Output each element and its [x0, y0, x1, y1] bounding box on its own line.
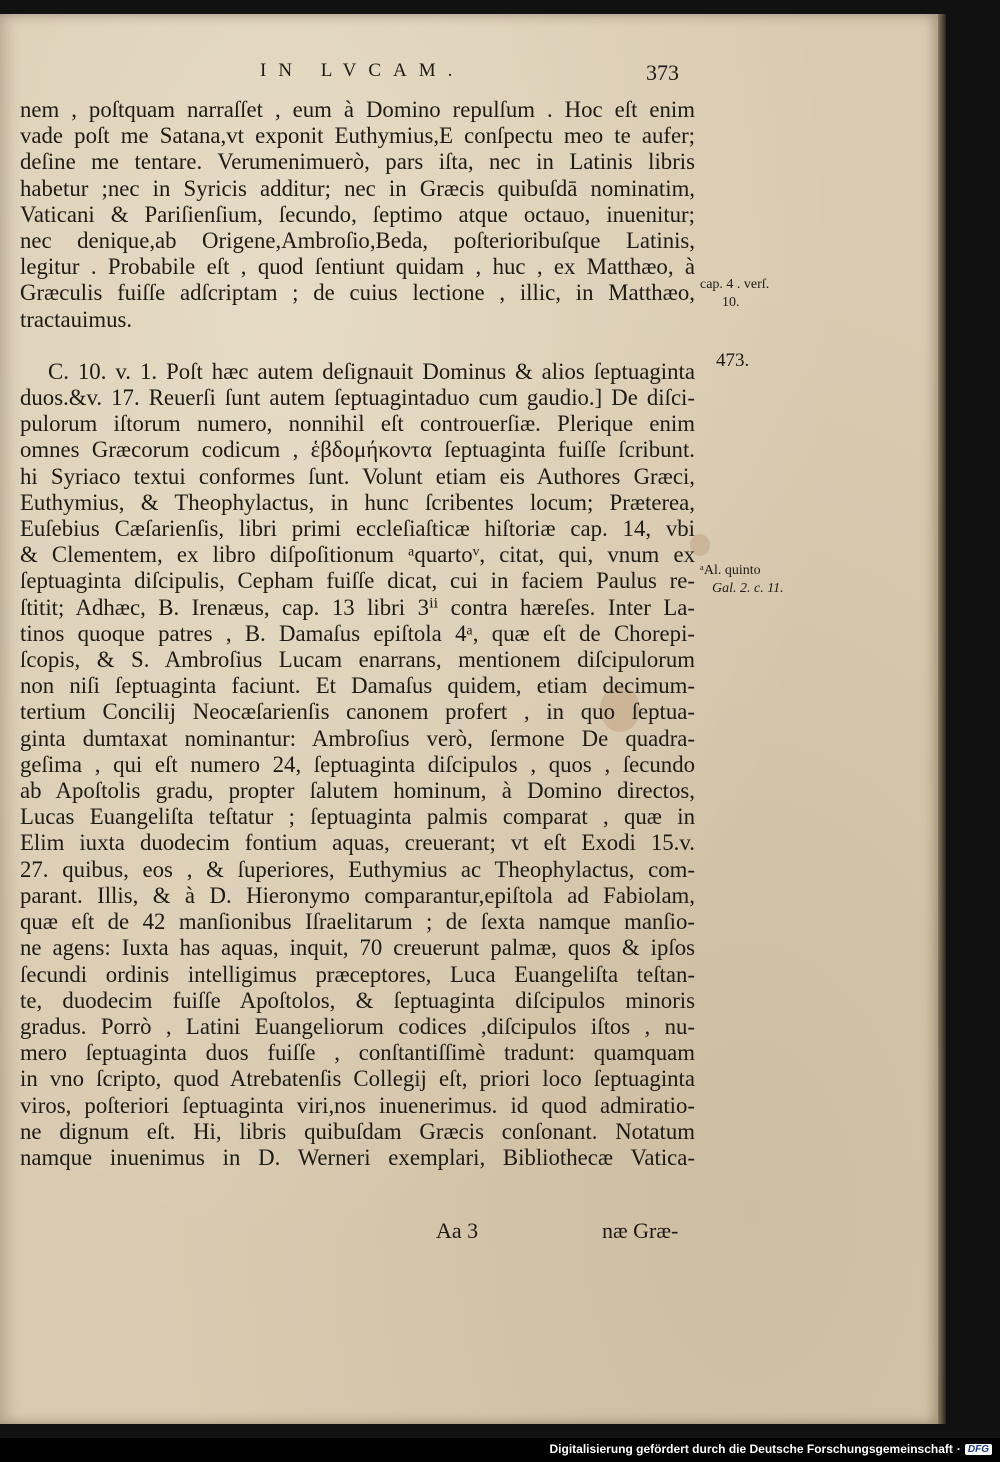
margin-note-variant — [700, 562, 784, 598]
margin-note-line: Gal. 2. c. 11. — [712, 581, 784, 596]
text-line: namque inuenimus in D. Werneri exemplari, Bibliothecæ Vatica- — [20, 1144, 695, 1170]
main-text — [20, 97, 695, 1171]
text-line: habetur ;nec in Syricis additur; nec in Græcis quibuſdā nominatim, — [20, 175, 695, 201]
margin-note-reference — [700, 276, 769, 312]
dfg-logo-icon: DFG — [965, 1444, 992, 1455]
text-line: quæ eſt de 42 manſionibus Iſraelitarum ; de ſexta namque manſio- — [20, 909, 695, 935]
text-line: omnes Græcorum codicum , ἑβδομήκοντα ſeptuaginta fuiſſe ſcribunt. — [20, 437, 695, 463]
text-line: Vaticani & Pariſienſium, ſecundo, ſeptimo atque octauo, inuenitur; — [20, 201, 695, 227]
text-line: ſcopis, & S. Ambroſius Lucam enarrans, mentionem diſcipulorum — [20, 647, 695, 673]
text-line: duos.&v. 17. Reuerſi ſunt autem ſeptuagintaduo cum gaudio.] De diſci- — [20, 385, 695, 411]
text-line: tinos quoque patres , B. Damaſus epiſtola 4ᵃ, quæ eſt de Chorepi- — [20, 620, 695, 646]
margin-note-line: ᵃAl. quinto — [700, 563, 761, 578]
page-number: 373 — [646, 60, 679, 85]
margin-note-line: 10. — [722, 295, 740, 310]
text-line: Elim iuxta duodecim fontium aquas, creuerant; vt eſt Exodi 15.v. — [20, 830, 695, 856]
text-line: nem , poſtquam narraſſet , eum à Domino repulſum . Hoc eſt enim — [20, 97, 695, 122]
text-line: Lucas Euangeliſta teſtatur ; ſeptuaginta palmis comparat , quæ in — [20, 804, 695, 830]
credit-text: Digitalisierung gefördert durch die Deutsche Forschungsgemeinschaft — [549, 1442, 953, 1456]
text-line: vade poſt me Satana,vt exponit Euthymius,E conſpectu meo te aufer; — [20, 123, 695, 149]
margin-note-line: cap. 4 . verſ. — [700, 277, 770, 292]
text-line: viros, poſteriori ſeptuaginta viri,nos inuenerimus. id quod admiratio- — [20, 1092, 695, 1118]
margin-note-number: 473. — [716, 350, 750, 371]
footer-bar — [0, 1438, 1000, 1462]
text-line: ab Apoſtolis gradu, propter ſalutem hominum, à Domino directos, — [20, 778, 695, 804]
text-line: deſine me tentare. Verumenimuerò, pars iſta, nec in Latinis libris — [20, 149, 695, 175]
footer-credit: Digitalisierung gefördert durch die Deutsche Forschungsgemeinschaft · DFG — [549, 1442, 992, 1456]
text-line: ſeptuaginta diſcipulis, Cepham fuiſſe dicat, cui in faciem Paulus re- — [20, 568, 695, 594]
text-line: ſecundi ordinis intelligimus præceptores, Luca Euangeliſta teſtan- — [20, 961, 695, 987]
text-line: parant. Illis, & à D. Hieronymo comparantur,epiſtola ad Fabiolam, — [20, 882, 695, 908]
running-head: IN LVCAM. — [260, 60, 465, 81]
text-line: gradus. Porrò , Latini Euangeliorum codices ,diſcipulos iſtos , nu- — [20, 1013, 695, 1039]
text-line: te, duodecim fuiſſe Apoſtolos, & ſeptuaginta diſcipulos minoris — [20, 987, 695, 1013]
text-line: mero ſeptuaginta duos fuiſſe , conſtantiſſimè tradunt: quamquam — [20, 1040, 695, 1066]
text-line: legitur . Probabile eſt , quod ſentiunt quidam , huc , ex Matthæo, à — [20, 254, 695, 280]
text-line: geſima , qui eſt numero 24, ſeptuaginta diſcipulos , quos , ſecundo — [20, 751, 695, 777]
text-line: Græculis fuiſſe adſcriptam ; de cuius lectione , illic, in Matthæo, — [20, 280, 695, 306]
page-edge — [938, 14, 946, 1424]
catchword: næ Græ- — [602, 1218, 679, 1243]
text-line: pulorum iſtorum numero, nonnihil eſt controuerſiæ. Plerique enim — [20, 411, 695, 437]
text-line: Euthymius, & Theophylactus, in hunc ſcribentes locum; Præterea, — [20, 489, 695, 515]
signature-mark: Aa 3 — [436, 1218, 479, 1243]
text-line: tertium Concilij Neocæſarienſis canonem profert , in quo ſeptua- — [20, 699, 695, 725]
text-line: ginta dumtaxat nominantur: Ambroſius verò, ſermone De quadra- — [20, 725, 695, 751]
text-line: ſtitit; Adhæc, B. Irenæus, cap. 13 libri 3ⁱⁱ contra hæreſes. Inter La- — [20, 594, 695, 620]
text-line: tractauimus. — [20, 306, 133, 332]
text-line: C. 10. v. 1. Poſt hæc autem deſignauit Dominus & alios ſeptuaginta — [48, 358, 695, 384]
text-line: Euſebius Cæſarienſis, libri primi eccleſiaſticæ hiſtoriæ cap. 14, vbi — [20, 516, 695, 542]
text-line: 27. quibus, eos , & ſuperiores, Euthymius ac Theophylactus, com- — [20, 856, 695, 882]
text-line: ne dignum eſt. Hi, libris quibuſdam Græcis conſonant. Notatum — [20, 1118, 695, 1144]
text-line: nec denique,ab Origene,Ambroſio,Beda, poſterioribuſque Latinis, — [20, 228, 695, 254]
text-line: hi Syriaco textui conformes ſunt. Volunt etiam eis Authores Græci, — [20, 463, 695, 489]
text-line: & Clementem, ex libro diſpoſitionum ᵃquartoᵛ, citat, qui, vnum ex — [20, 542, 695, 568]
text-line: ne agens: Iuxta has aquas, inquit, 70 creuerunt palmæ, quos & ipſos — [20, 935, 695, 961]
text-line: non niſi ſeptuaginta faciunt. Et Damaſus quidem, etiam decimum- — [20, 673, 695, 699]
text-line: in vno ſcripto, quod Atrebatenſis Collegij eſt, priori loco ſeptuaginta — [20, 1066, 695, 1092]
